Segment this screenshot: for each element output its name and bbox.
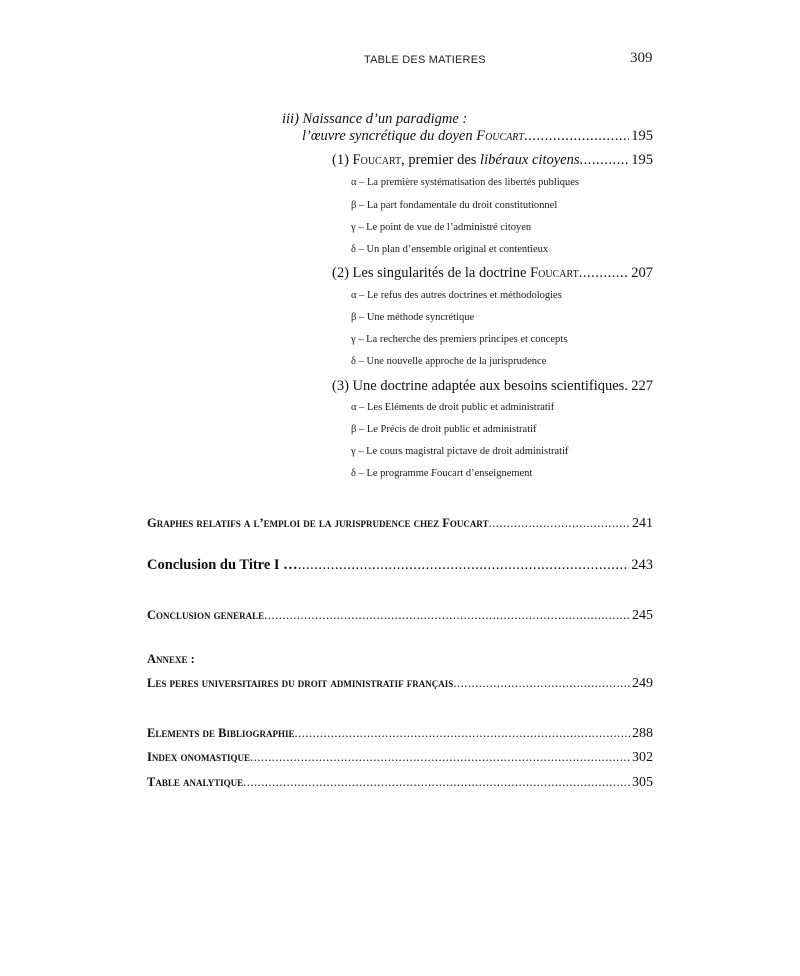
toc-page-number: 249 <box>632 676 653 691</box>
toc-page-number: 207 <box>631 265 653 281</box>
leader-dots <box>489 516 630 531</box>
leader-dots <box>453 676 630 691</box>
section-iii-title: iii) Naissance d’un paradigme : <box>282 111 468 127</box>
conclusion-titre-label: Conclusion du Titre I … <box>147 557 298 573</box>
leader-dots <box>250 750 630 765</box>
conclusion-generale-label: Conclusion generale <box>147 608 265 622</box>
toc-page-number: 302 <box>632 750 653 765</box>
s1-name: Foucart <box>352 152 402 168</box>
s2-name: Foucart <box>530 265 579 281</box>
s1-item-beta: β – La part fondamentale du droit constitutionnel <box>351 200 558 211</box>
toc-entry-bibliographie[interactable] <box>147 726 653 742</box>
toc-page-number: 195 <box>631 152 653 168</box>
s1-number: (1) <box>332 152 353 168</box>
toc-page-number: 241 <box>632 516 653 531</box>
s3-item-beta: β – Le Précis de droit public et administratif <box>351 424 537 435</box>
page-number: 309 <box>630 50 653 66</box>
leader-dots <box>264 608 630 623</box>
s2-item-gamma: γ – La recherche des premiers principes et concepts <box>351 334 568 345</box>
section-iii-subtitle: l’œuvre syncrétique du doyen <box>302 128 477 144</box>
table-analytique-label: Table analytique <box>147 775 244 789</box>
toc-entry-conclusion-titre[interactable] <box>147 557 653 574</box>
toc-page-number: 245 <box>632 608 653 623</box>
annexe-label: Les peres universitaires du droit administratif français <box>147 676 454 690</box>
toc-entry-conclusion-generale[interactable] <box>147 608 653 624</box>
toc-entry-table-analytique[interactable] <box>147 775 653 791</box>
toc-page-number: 305 <box>632 775 653 790</box>
toc-entry-section-iii[interactable] <box>302 128 653 145</box>
toc-entry-graphes[interactable] <box>147 516 653 532</box>
toc-entry-s2[interactable] <box>332 265 653 282</box>
s3-item-delta: δ – Le programme Foucart d’enseignement <box>351 468 533 479</box>
leader-dots <box>243 775 630 790</box>
s1-italic: libéraux citoyens <box>480 152 580 168</box>
s1-item-delta: δ – Un plan d’ensemble original et contentieux <box>351 244 549 255</box>
leader-dots <box>579 265 630 282</box>
s3-item-alpha: α – Les Eléments de droit public et administratif <box>351 402 555 413</box>
index-label: Index onomastique <box>147 750 250 764</box>
s1-item-gamma: γ – Le point de vue de l’administré citoyen <box>351 222 532 233</box>
graphes-label: Graphes relatifs a l’emploi de la jurisprudence chez Foucart <box>147 516 489 530</box>
section-iii-name: Foucart <box>476 128 524 144</box>
toc-entry-annexe[interactable] <box>147 676 653 692</box>
s1-item-alpha: α – La première systématisation des libertés publiques <box>351 177 579 188</box>
annexe-heading: Annexe : <box>147 652 195 666</box>
toc-entry-index[interactable] <box>147 750 653 766</box>
leader-dots <box>298 557 630 574</box>
toc-page-number: 243 <box>631 557 653 573</box>
s2-item-beta: β – Une méthode syncrétique <box>351 312 475 323</box>
s1-text: , premier des <box>401 152 481 168</box>
s2-item-alpha: α – Le refus des autres doctrines et méthodologies <box>351 290 562 301</box>
leader-dots <box>294 726 630 741</box>
toc-page-number: 195 <box>631 128 653 144</box>
toc-entry-s1[interactable] <box>332 152 653 169</box>
s2-text: (2) Les singularités de la doctrine <box>332 265 531 281</box>
s3-item-gamma: γ – Le cours magistral pictave de droit administratif <box>351 446 569 457</box>
leader-dots <box>580 152 630 169</box>
leader-dots <box>524 128 629 145</box>
toc-page-number: 227 <box>631 378 653 394</box>
running-header-title: TABLE DES MATIERES <box>364 54 486 66</box>
s3-text: (3) Une doctrine adaptée aux besoins scientifiques <box>332 378 625 394</box>
toc-page-number: 288 <box>632 726 653 741</box>
toc-entry-s3[interactable] <box>332 378 653 395</box>
bibliographie-label: Elements de Bibliographie <box>147 726 295 740</box>
s2-item-delta: δ – Une nouvelle approche de la jurisprudence <box>351 356 547 367</box>
